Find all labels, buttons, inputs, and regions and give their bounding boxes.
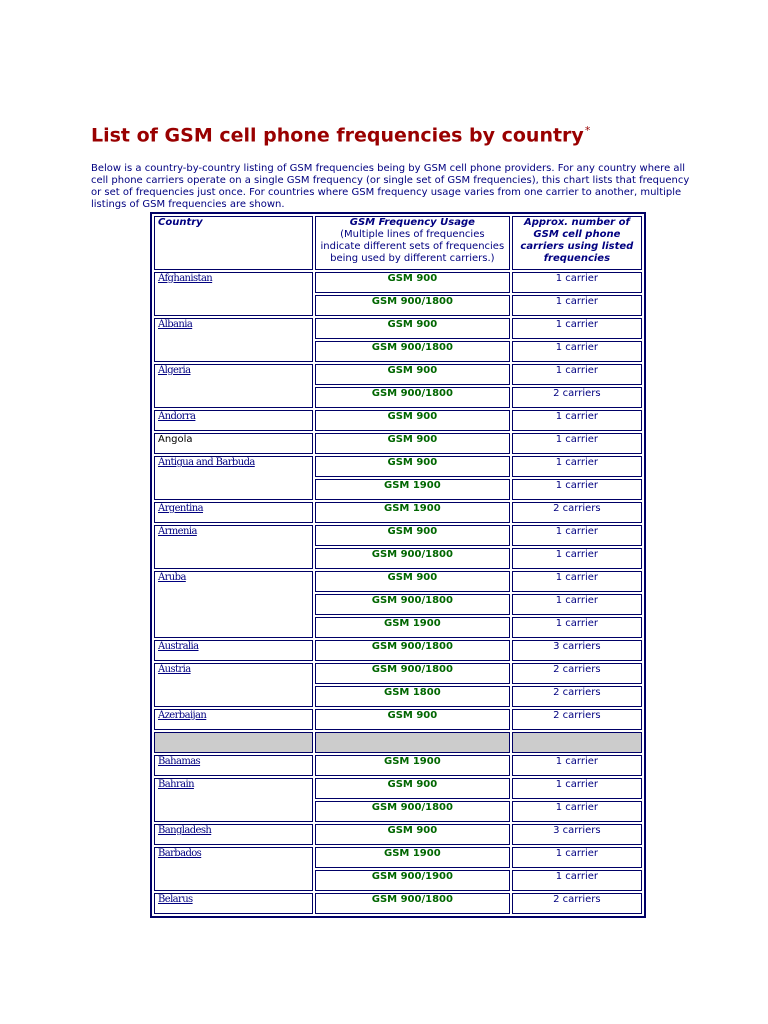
- frequency-cell: GSM 900: [315, 571, 510, 592]
- table-row: [154, 410, 642, 431]
- carrier-count-cell: 1 carrier: [512, 272, 642, 293]
- country-cell: [154, 640, 313, 661]
- carrier-count-cell: 2 carriers: [512, 502, 642, 523]
- frequency-cell: GSM 900/1800: [315, 801, 510, 822]
- country-link[interactable]: Austria: [158, 664, 191, 675]
- frequency-cell: GSM 1900: [315, 617, 510, 638]
- carrier-count-cell: 1 carrier: [512, 341, 642, 362]
- frequency-cell: GSM 1800: [315, 686, 510, 707]
- carrier-count-cell: 1 carrier: [512, 571, 642, 592]
- country-cell: [154, 824, 313, 845]
- frequency-cell: GSM 1900: [315, 479, 510, 500]
- table-row: [154, 847, 642, 868]
- frequency-cell: GSM 900/1800: [315, 387, 510, 408]
- country-column-header: Country: [154, 216, 313, 270]
- country-link[interactable]: Andorra: [158, 411, 196, 422]
- country-cell: [154, 709, 313, 730]
- frequency-cell: GSM 900/1800: [315, 640, 510, 661]
- country-link[interactable]: Algeria: [158, 365, 191, 376]
- table-row: [154, 663, 642, 684]
- frequency-cell: GSM 1900: [315, 755, 510, 776]
- table-row: [154, 709, 642, 730]
- table-row: [154, 318, 642, 339]
- frequency-header-note: (Multiple lines of frequencies indicate different sets of frequencies being used by different carriers.): [320, 229, 505, 264]
- frequency-cell: GSM 900/1800: [315, 295, 510, 316]
- carrier-count-cell: 3 carriers: [512, 640, 642, 661]
- country-cell: [154, 663, 313, 707]
- frequency-cell: GSM 900/1800: [315, 663, 510, 684]
- carrier-count-cell: 1 carrier: [512, 548, 642, 569]
- table-row: [154, 755, 642, 776]
- table-row: [154, 502, 642, 523]
- country-name: Angola: [158, 434, 193, 445]
- country-link[interactable]: Bahamas: [158, 756, 201, 767]
- frequency-cell: GSM 900: [315, 824, 510, 845]
- table-body: [154, 272, 642, 914]
- frequency-cell: GSM 900: [315, 410, 510, 431]
- country-link[interactable]: Armenia: [158, 526, 197, 537]
- country-cell: [154, 433, 313, 454]
- table-header-row: [154, 216, 642, 270]
- page-title: List of GSM cell phone frequencies by country*: [91, 124, 591, 147]
- country-link[interactable]: Australia: [158, 641, 199, 652]
- frequency-cell: GSM 900: [315, 525, 510, 546]
- carrier-count-cell: 1 carrier: [512, 525, 642, 546]
- frequency-column-header: [315, 216, 510, 270]
- country-link[interactable]: Azerbaijan: [158, 710, 207, 721]
- country-link[interactable]: Belarus: [158, 894, 193, 905]
- country-link[interactable]: Barbados: [158, 848, 202, 859]
- country-cell: [154, 272, 313, 316]
- country-cell: [154, 893, 313, 914]
- country-cell: [154, 456, 313, 500]
- separator-cell: [512, 732, 642, 753]
- table-row: [154, 525, 642, 546]
- frequency-cell: GSM 900/1800: [315, 594, 510, 615]
- table-row: [154, 824, 642, 845]
- carrier-count-cell: 2 carriers: [512, 387, 642, 408]
- country-cell: [154, 847, 313, 891]
- carrier-count-cell: 1 carrier: [512, 778, 642, 799]
- carrier-count-cell: 1 carrier: [512, 847, 642, 868]
- country-cell: [154, 410, 313, 431]
- table-row: [154, 640, 642, 661]
- table-row: [154, 364, 642, 385]
- country-cell: [154, 778, 313, 822]
- country-link[interactable]: Aruba: [158, 572, 186, 583]
- country-cell: [154, 364, 313, 408]
- frequency-cell: GSM 900/1900: [315, 870, 510, 891]
- carrier-count-cell: 3 carriers: [512, 824, 642, 845]
- country-link[interactable]: Albania: [158, 319, 193, 330]
- frequency-cell: GSM 900: [315, 456, 510, 477]
- country-cell: [154, 755, 313, 776]
- table-row: [154, 433, 642, 454]
- separator-cell: [154, 732, 313, 753]
- country-cell: [154, 502, 313, 523]
- table-row: [154, 778, 642, 799]
- gsm-frequency-table: [150, 212, 646, 918]
- separator-cell: [315, 732, 510, 753]
- country-cell: [154, 571, 313, 638]
- frequency-cell: GSM 900/1800: [315, 341, 510, 362]
- frequency-cell: GSM 900: [315, 318, 510, 339]
- frequency-cell: GSM 900/1800: [315, 893, 510, 914]
- table-row: [154, 571, 642, 592]
- frequency-cell: GSM 900: [315, 364, 510, 385]
- country-link[interactable]: Argentina: [158, 503, 203, 514]
- country-link[interactable]: Antigua and Barbuda: [158, 457, 255, 468]
- table-separator-row: [154, 732, 642, 753]
- frequency-cell: GSM 900: [315, 778, 510, 799]
- carrier-count-cell: 1 carrier: [512, 433, 642, 454]
- table-row: [154, 456, 642, 477]
- frequency-cell: GSM 1900: [315, 847, 510, 868]
- intro-paragraph: Below is a country-by-country listing of GSM frequencies being by GSM cell phone providers. For any country where all cell phone carriers operate on a single GSM frequency (or single set of GSM frequencies), this chart lists that frequency or set of frequencies just once. For countries where GSM frequency usage varies from one carrier to another, multiple listings of GSM frequencies are shown.: [91, 163, 690, 210]
- carrier-count-cell: 2 carriers: [512, 893, 642, 914]
- table-row: [154, 893, 642, 914]
- carriers-column-header: Approx. number of GSM cell phone carriers using listed frequencies: [512, 216, 642, 270]
- carrier-count-cell: 2 carriers: [512, 686, 642, 707]
- carrier-count-cell: 2 carriers: [512, 663, 642, 684]
- frequency-cell: GSM 1900: [315, 502, 510, 523]
- title-footnote-marker: *: [584, 124, 591, 137]
- country-link[interactable]: Afghanistan: [158, 273, 213, 284]
- country-link[interactable]: Bangladesh: [158, 825, 212, 836]
- carrier-count-cell: 1 carrier: [512, 594, 642, 615]
- carrier-count-cell: 1 carrier: [512, 479, 642, 500]
- country-cell: [154, 318, 313, 362]
- carrier-count-cell: 1 carrier: [512, 295, 642, 316]
- frequency-cell: GSM 900/1800: [315, 548, 510, 569]
- frequency-cell: GSM 900: [315, 272, 510, 293]
- carrier-count-cell: 1 carrier: [512, 801, 642, 822]
- frequency-cell: GSM 900: [315, 709, 510, 730]
- carrier-count-cell: 1 carrier: [512, 456, 642, 477]
- carrier-count-cell: 1 carrier: [512, 617, 642, 638]
- carrier-count-cell: 1 carrier: [512, 318, 642, 339]
- carrier-count-cell: 1 carrier: [512, 870, 642, 891]
- carrier-count-cell: 1 carrier: [512, 410, 642, 431]
- carrier-count-cell: 1 carrier: [512, 755, 642, 776]
- frequency-header-title: GSM Frequency Usage: [349, 217, 475, 228]
- country-cell: [154, 525, 313, 569]
- frequency-cell: GSM 900: [315, 433, 510, 454]
- carrier-count-cell: 1 carrier: [512, 364, 642, 385]
- carrier-count-cell: 2 carriers: [512, 709, 642, 730]
- country-link[interactable]: Bahrain: [158, 779, 194, 790]
- table-row: [154, 272, 642, 293]
